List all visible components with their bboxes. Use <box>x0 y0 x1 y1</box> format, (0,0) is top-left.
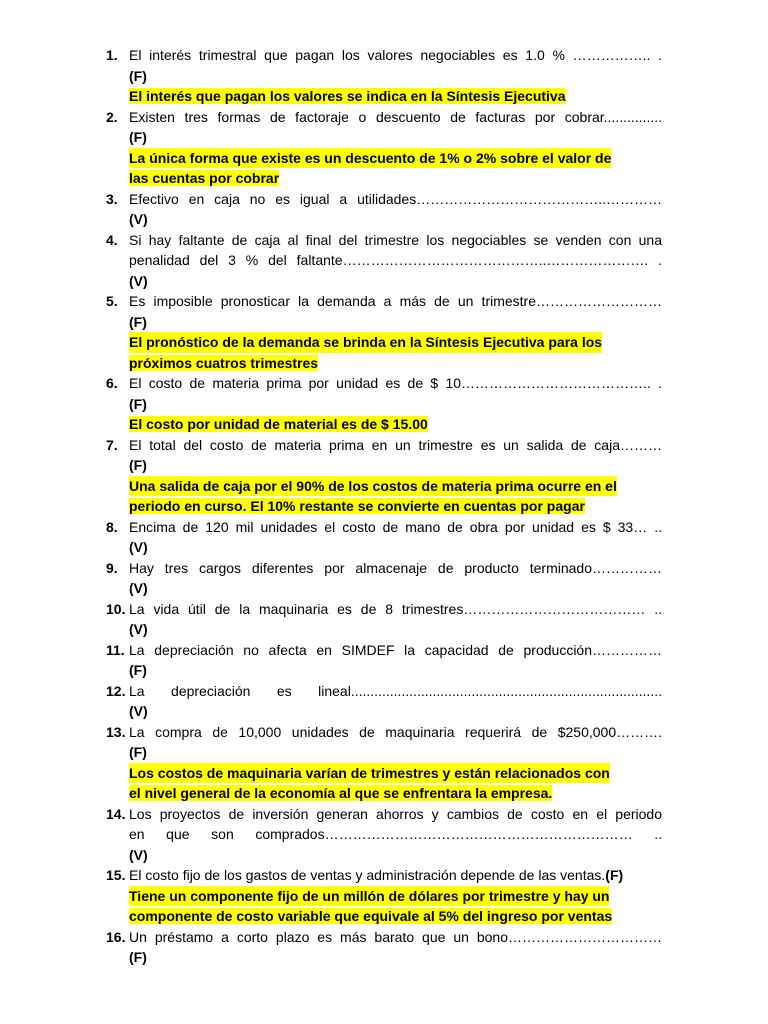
question-body <box>129 291 662 373</box>
question-text: La compra de 10,000 unidades de maquinaria requerirá de $250,000………. <box>129 723 662 740</box>
explanation-text: periodo en curso. El 10% restante se convierte en cuentas por pagar <box>129 498 585 514</box>
answer-label: (V) <box>129 539 148 555</box>
question-number: 2. <box>106 108 118 125</box>
explanation-highlight <box>129 86 662 107</box>
answer-label: (F) <box>129 744 147 760</box>
explanation-highlight <box>129 168 662 189</box>
answer-label: (F) <box>129 395 147 412</box>
explanation-highlight <box>129 148 611 169</box>
question-number: 15. <box>106 867 126 883</box>
explanation-text: las cuentas por cobrar <box>129 170 280 186</box>
answer-label: (F) <box>605 867 624 883</box>
question-number: 3. <box>106 190 118 207</box>
answer-label: (F) <box>129 457 147 473</box>
question-body <box>129 804 662 866</box>
explanation-text: próximos cuatros trimestres <box>129 354 319 371</box>
question-body <box>129 927 662 968</box>
question-text: Efectivo en caja no es igual a utilidades…………………………………..………… <box>129 190 662 207</box>
answer-label: (F) <box>129 949 147 965</box>
answer-label: (V) <box>129 211 148 227</box>
explanation-highlight <box>129 476 617 497</box>
question-body <box>129 107 662 189</box>
question-text: Los proyectos de inversión generan ahorros y cambios de costo en el periodo <box>129 805 662 822</box>
question-number: 6. <box>106 375 118 391</box>
question-text: Un préstamo a corto plazo es más barato que un bono…………………………… <box>129 928 662 945</box>
question-body <box>129 189 662 230</box>
question-text: El total del costo de materia prima en un trimestre es un salida de caja……… <box>129 436 662 453</box>
answer-label: (F) <box>129 662 147 678</box>
question-text-segment: El costo fijo de los gastos de ventas y administración depende de las ventas. <box>129 867 606 883</box>
question-body <box>129 558 662 599</box>
explanation-text: El interés que pagan los valores se indica en la Síntesis Ejecutiva <box>129 88 566 104</box>
question-text: El interés trimestral que pagan los valores negociables es 1.0 % …………….. . <box>129 47 662 63</box>
question-item <box>106 722 662 804</box>
question-text: La depreciación es lineal................................................................................ <box>129 682 662 699</box>
question-item <box>106 230 662 292</box>
question-body <box>129 373 662 435</box>
question-item <box>106 927 662 968</box>
explanation-text: Una salida de caja por el 90% de los costos de materia prima ocurre en el <box>129 477 617 494</box>
question-body <box>129 517 662 558</box>
question-body <box>129 640 662 681</box>
question-item <box>106 804 662 866</box>
explanation-highlight <box>129 496 662 517</box>
question-text: La vida útil de la maquinaria es de 8 trimestres………………………………… .. <box>129 600 662 617</box>
explanation-text: La única forma que existe es un descuento de 1% o 2% sobre el valor de <box>129 149 612 166</box>
question-text: Existen tres formas de factoraje o descuento de facturas por cobrar............... <box>129 108 662 125</box>
question-body <box>129 435 662 517</box>
question-item <box>106 640 662 681</box>
question-text: Es imposible pronosticar la demanda a más de un trimestre……………………… <box>129 293 662 309</box>
question-text: Encima de 120 mil unidades el costo de mano de obra por unidad es $ 33… .. <box>129 518 662 535</box>
explanation-text: componente de costo variable que equivale al 5% del ingreso por ventas <box>129 908 613 924</box>
answer-label: (V) <box>129 846 148 863</box>
question-text: La depreciación no afecta en SIMDEF la capacidad de producción…………… <box>129 641 662 658</box>
question-item <box>106 189 662 230</box>
question-item <box>106 865 662 927</box>
explanation-text: Tiene un componente fijo de un millón de dólares por trimestre y hay un <box>129 887 610 904</box>
question-item <box>106 681 662 722</box>
question-body <box>129 599 662 640</box>
question-item <box>106 45 662 107</box>
answer-label: (V) <box>129 580 148 596</box>
question-text <box>129 865 662 886</box>
question-number: 5. <box>106 293 118 309</box>
question-item <box>106 599 662 640</box>
explanation-highlight <box>129 353 662 374</box>
answer-label: (V) <box>129 621 148 637</box>
question-list <box>106 45 662 968</box>
question-body <box>129 681 662 722</box>
question-number: 13. <box>106 723 126 740</box>
question-number: 9. <box>106 559 118 576</box>
question-item <box>106 107 662 189</box>
explanation-highlight <box>129 414 662 435</box>
question-body <box>129 865 662 927</box>
explanation-highlight <box>129 783 662 804</box>
question-text: penalidad del 3 % del faltante……………………………………..…………………. . <box>129 252 662 268</box>
answer-label: (F) <box>129 67 147 84</box>
question-text: Hay tres cargos diferentes por almacenaje de producto terminado…………… <box>129 559 662 576</box>
question-body <box>129 230 662 292</box>
question-item <box>106 435 662 517</box>
question-number: 7. <box>106 436 118 453</box>
question-body <box>129 45 662 107</box>
question-item <box>106 558 662 599</box>
answer-label: (F) <box>129 129 147 145</box>
question-text: en que son comprados………………………………………………………… .. <box>129 826 662 842</box>
explanation-highlight <box>129 886 609 907</box>
question-text: Si hay faltante de caja al final del trimestre los negociables se venden con una <box>129 231 662 248</box>
question-number: 11. <box>106 641 125 658</box>
explanation-text: El costo por unidad de material es de $ 15.00 <box>129 416 428 432</box>
question-number: 16. <box>106 928 126 945</box>
question-number: 14. <box>106 805 126 822</box>
question-item <box>106 517 662 558</box>
question-number: 8. <box>106 518 118 535</box>
answer-label: (F) <box>129 313 147 330</box>
explanation-text: El pronóstico de la demanda se brinda en la Síntesis Ejecutiva para los <box>129 334 603 350</box>
answer-label: (V) <box>129 703 148 719</box>
explanation-highlight <box>129 332 602 353</box>
question-body <box>129 722 662 804</box>
explanation-text: el nivel general de la economía al que se enfrentara la empresa. <box>129 785 553 801</box>
explanation-text: Los costos de maquinaria varían de trimestres y están relacionados con <box>129 764 610 781</box>
question-number: 12. <box>106 682 126 699</box>
question-item <box>106 373 662 435</box>
question-number: 10. <box>106 600 126 617</box>
question-number: 1. <box>106 47 118 63</box>
answer-label: (V) <box>129 272 148 289</box>
question-item <box>106 291 662 373</box>
explanation-highlight <box>129 763 610 784</box>
explanation-highlight <box>129 906 662 927</box>
question-text: El costo de materia prima por unidad es de $ 10………………………………….. . <box>129 375 662 391</box>
question-number: 4. <box>106 231 118 248</box>
